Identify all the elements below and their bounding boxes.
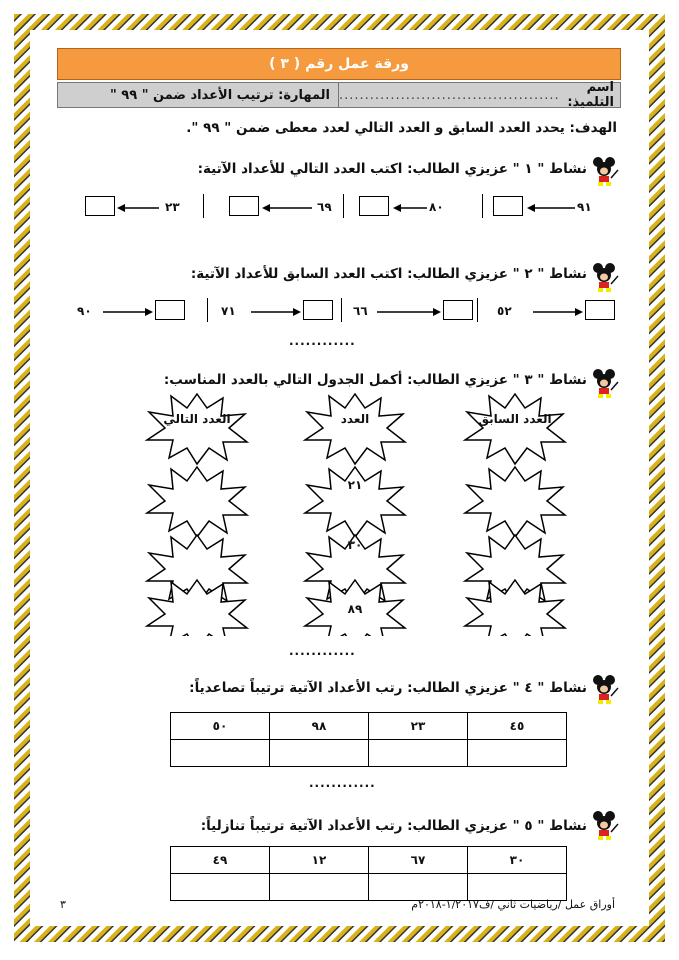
mickey-mascot-icon (589, 810, 619, 842)
student-name-field[interactable] (338, 80, 620, 110)
table-cell: ٢٣ (369, 713, 468, 740)
answer-box[interactable] (303, 300, 333, 320)
answer-box[interactable] (229, 196, 259, 216)
arrow-left-icon (527, 200, 577, 216)
arrow-right-icon (531, 304, 583, 320)
answer-cell[interactable] (270, 874, 369, 901)
separator (203, 194, 204, 218)
header-next-number: العدد التالي (163, 412, 231, 426)
answer-cell[interactable] (468, 874, 567, 901)
activity4-title: نشاط " ٤ " عزيزي الطالب: رتب الأعداد الآتية ترتيباً تصاعدياً: (189, 680, 587, 696)
answer-box[interactable] (85, 196, 115, 216)
header-previous-number: العدد السابق (478, 412, 552, 426)
middle-value[interactable]: ٢١ (347, 478, 363, 492)
separator (482, 194, 483, 218)
activity3-title: نشاط " ٣ " عزيزي الطالب: أكمل الجدول التالي بالعدد المناسب: (163, 372, 587, 388)
table-row (171, 740, 567, 767)
activity1-title: نشاط " ١ " عزيزي الطالب: اكتب العدد التالي للأعداد الآتية: (197, 161, 587, 177)
separator (207, 298, 208, 322)
worksheet-page (57, 48, 621, 918)
activity1-number: ٦٩ (317, 200, 332, 214)
skill-label: المهارة: ترتيب الأعداد ضمن " ٩٩ " (109, 87, 330, 103)
student-dots: ........................................... (339, 87, 560, 103)
table-cell: ٦٧ (369, 847, 468, 874)
separator (343, 194, 344, 218)
activity5-table (170, 846, 567, 901)
table-cell: ٣٠ (468, 847, 567, 874)
answer-box[interactable] (493, 196, 523, 216)
answer-cell[interactable] (369, 740, 468, 767)
activity1-number: ٢٣ (165, 200, 180, 214)
middle-value[interactable]: ٨٩ (347, 602, 363, 616)
activity5-title: نشاط " ٥ " عزيزي الطالب: رتب الأعداد الآتية ترتيباً تنازلياً: (200, 818, 587, 834)
activity2-dots: ............ (289, 334, 356, 348)
answer-cell[interactable] (171, 740, 270, 767)
activity1-number: ٨٠ (429, 200, 444, 214)
arrow-left-icon (393, 200, 429, 216)
starburst-column-next (147, 394, 247, 636)
activity2-title: نشاط " ٢ " عزيزي الطالب: اكتب العدد السابق للأعداد الآتية: (190, 266, 587, 282)
table-cell: ١٢ (270, 847, 369, 874)
arrow-right-icon (249, 304, 301, 320)
table-cell: ٤٩ (171, 847, 270, 874)
answer-cell[interactable] (468, 740, 567, 767)
worksheet-title: ورقة عمل رقم ( ٣ ) (57, 48, 621, 80)
table-cell: ٥٠ (171, 713, 270, 740)
footer-source: أوراق عمل /رياضيات ثاني /ف١/٢٠١٧-٢٠١٨م (411, 898, 615, 911)
separator (477, 298, 478, 322)
mickey-mascot-icon (589, 674, 619, 706)
activity2-number: ٧١ (221, 304, 236, 318)
header-number: العدد (340, 412, 370, 426)
activity2-number: ٦٦ (353, 304, 368, 318)
middle-value[interactable]: ٣٠ (347, 538, 363, 552)
answer-cell[interactable] (369, 874, 468, 901)
activity1-number: ٩١ (577, 200, 592, 214)
info-row (57, 82, 621, 108)
activity2-row (57, 300, 621, 326)
mickey-mascot-icon (589, 262, 619, 294)
separator (341, 298, 342, 322)
mickey-mascot-icon (589, 156, 619, 188)
goal-text: الهدف: يحدد العدد السابق و العدد التالي لعدد معطى ضمن " ٩٩ ". (186, 120, 617, 136)
answer-box[interactable] (359, 196, 389, 216)
arrow-left-icon (117, 200, 161, 216)
answer-box[interactable] (155, 300, 185, 320)
answer-cell[interactable] (171, 874, 270, 901)
answer-box[interactable] (443, 300, 473, 320)
page-number: ٣ (60, 898, 66, 911)
student-label: اسم التلميذ: (567, 80, 614, 110)
activity2-number: ٩٠ (77, 304, 92, 318)
table-row (171, 713, 567, 740)
answer-box[interactable] (585, 300, 615, 320)
answer-cell[interactable] (270, 740, 369, 767)
activity3-dots: ............ (289, 644, 356, 658)
arrow-right-icon (101, 304, 153, 320)
starburst-column-prev (465, 394, 565, 636)
table-cell: ٩٨ (270, 713, 369, 740)
arrow-left-icon (262, 200, 314, 216)
activity2-number: ٥٢ (497, 304, 512, 318)
table-row (171, 874, 567, 901)
starburst-column-number (305, 394, 405, 636)
activity1-row (57, 196, 621, 222)
table-cell: ٤٥ (468, 713, 567, 740)
arrow-right-icon (375, 304, 441, 320)
activity4-dots: ............ (309, 776, 376, 790)
activity4-table (170, 712, 567, 767)
table-row (171, 847, 567, 874)
